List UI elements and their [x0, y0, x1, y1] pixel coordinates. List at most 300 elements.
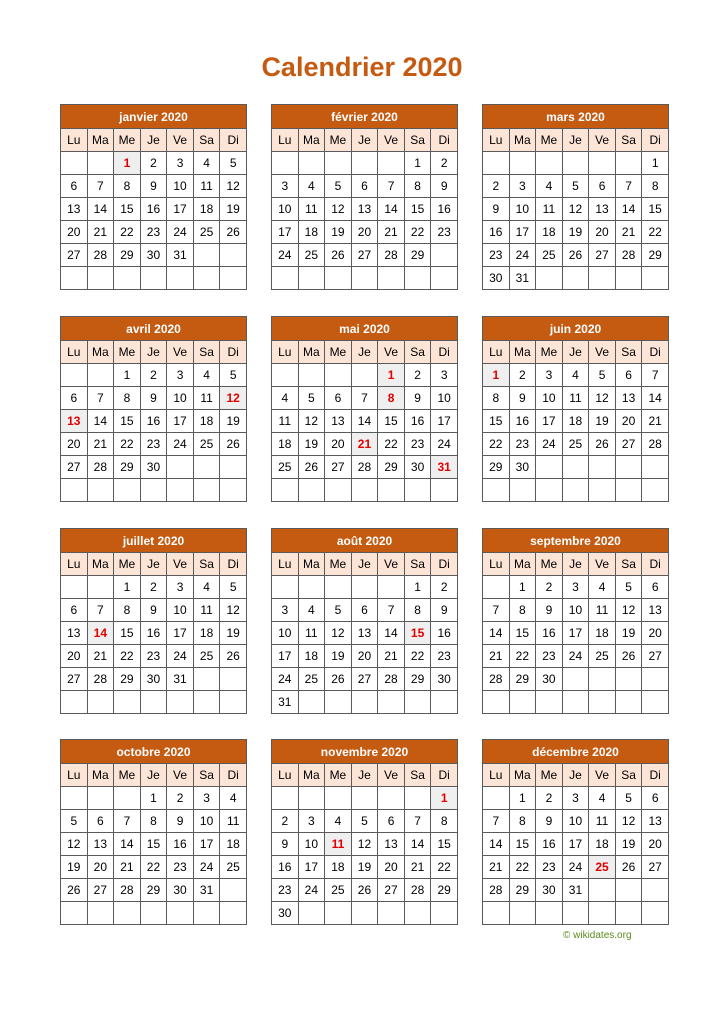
weekday-label: Je [140, 341, 167, 364]
weekday-label: Sa [193, 553, 220, 576]
day-cell: 3 [298, 810, 325, 833]
day-cell: 26 [61, 879, 88, 902]
day-cell: 15 [114, 410, 141, 433]
empty-day-cell [272, 152, 299, 175]
month-table [482, 739, 669, 925]
empty-day-cell [642, 479, 669, 502]
day-cell: 29 [431, 879, 458, 902]
empty-day-cell [483, 576, 510, 599]
day-cell: 30 [404, 456, 431, 479]
day-cell: 2 [140, 364, 167, 387]
day-cell: 16 [431, 622, 458, 645]
empty-day-cell [61, 576, 88, 599]
day-cell: 20 [642, 622, 669, 645]
day-cell: 15 [483, 410, 510, 433]
empty-day-cell [167, 456, 194, 479]
day-cell: 29 [404, 668, 431, 691]
empty-day-cell [114, 787, 141, 810]
day-cell: 6 [351, 175, 378, 198]
day-cell: 24 [167, 221, 194, 244]
day-cell: 31 [167, 244, 194, 267]
week-row [272, 152, 458, 175]
empty-day-cell [404, 902, 431, 925]
empty-day-cell [378, 691, 405, 714]
empty-day-cell [61, 267, 88, 290]
day-cell: 9 [167, 810, 194, 833]
week-row [483, 879, 669, 902]
day-cell: 6 [61, 387, 88, 410]
weekday-label: Je [351, 764, 378, 787]
weekday-label: Lu [272, 553, 299, 576]
weekday-label: Me [325, 764, 352, 787]
day-cell: 21 [404, 856, 431, 879]
day-cell: 12 [325, 198, 352, 221]
day-cell: 15 [431, 833, 458, 856]
empty-day-cell [325, 267, 352, 290]
empty-day-cell [509, 479, 536, 502]
weekday-label: Je [562, 129, 589, 152]
weekday-label: Di [220, 129, 247, 152]
day-cell: 17 [193, 833, 220, 856]
empty-day-cell [378, 902, 405, 925]
day-cell: 12 [615, 599, 642, 622]
day-cell: 13 [615, 387, 642, 410]
day-cell: 28 [87, 668, 114, 691]
day-cell: 3 [431, 364, 458, 387]
day-cell: 9 [431, 599, 458, 622]
day-cell: 3 [562, 576, 589, 599]
day-cell: 13 [642, 810, 669, 833]
empty-day-cell [615, 456, 642, 479]
empty-day-cell [615, 152, 642, 175]
weekday-label: Ve [589, 764, 616, 787]
empty-day-cell [536, 479, 563, 502]
week-row [483, 622, 669, 645]
day-cell: 17 [167, 410, 194, 433]
day-cell: 2 [272, 810, 299, 833]
week-row [61, 856, 247, 879]
empty-day-cell [220, 244, 247, 267]
empty-day-cell [61, 152, 88, 175]
weekday-label: Me [325, 341, 352, 364]
day-cell: 6 [589, 175, 616, 198]
day-cell: 14 [483, 833, 510, 856]
day-cell: 27 [351, 244, 378, 267]
day-cell: 9 [536, 599, 563, 622]
day-cell: 28 [87, 456, 114, 479]
empty-day-cell [351, 787, 378, 810]
day-cell: 3 [536, 364, 563, 387]
weekday-label: Lu [61, 341, 88, 364]
day-cell: 26 [562, 244, 589, 267]
empty-day-cell [61, 691, 88, 714]
day-cell: 16 [167, 833, 194, 856]
day-cell: 27 [642, 856, 669, 879]
weekday-label: Je [140, 553, 167, 576]
day-cell: 9 [140, 599, 167, 622]
week-row [272, 668, 458, 691]
day-cell: 24 [167, 433, 194, 456]
day-cell: 19 [298, 433, 325, 456]
week-row [61, 879, 247, 902]
weekday-label: Ma [87, 341, 114, 364]
day-cell: 14 [378, 198, 405, 221]
day-cell: 26 [298, 456, 325, 479]
empty-day-cell [87, 691, 114, 714]
month-title: avril 2020 [61, 317, 247, 341]
day-cell: 29 [114, 668, 141, 691]
day-cell: 22 [404, 221, 431, 244]
day-cell: 18 [193, 410, 220, 433]
week-row [483, 433, 669, 456]
empty-day-cell [378, 787, 405, 810]
week-row [61, 433, 247, 456]
week-row [483, 576, 669, 599]
empty-day-cell [325, 902, 352, 925]
day-cell: 25 [536, 244, 563, 267]
holiday-day-cell: 13 [61, 410, 88, 433]
day-cell: 27 [351, 668, 378, 691]
holiday-day-cell: 14 [87, 622, 114, 645]
day-cell: 11 [536, 198, 563, 221]
week-row [483, 856, 669, 879]
holiday-day-cell: 15 [404, 622, 431, 645]
weekday-label: Di [220, 553, 247, 576]
day-cell: 3 [272, 175, 299, 198]
empty-day-cell [615, 479, 642, 502]
day-cell: 23 [536, 645, 563, 668]
empty-day-cell [562, 267, 589, 290]
day-cell: 11 [220, 810, 247, 833]
empty-day-cell [167, 479, 194, 502]
empty-day-cell [431, 244, 458, 267]
day-cell: 20 [351, 645, 378, 668]
day-cell: 2 [167, 787, 194, 810]
day-cell: 23 [272, 879, 299, 902]
week-row [483, 244, 669, 267]
empty-day-cell [351, 267, 378, 290]
week-row [272, 576, 458, 599]
holiday-day-cell: 11 [325, 833, 352, 856]
day-cell: 27 [378, 879, 405, 902]
day-cell: 4 [325, 810, 352, 833]
day-cell: 27 [61, 244, 88, 267]
day-cell: 25 [562, 433, 589, 456]
day-cell: 30 [167, 879, 194, 902]
week-row [272, 364, 458, 387]
day-cell: 6 [378, 810, 405, 833]
day-cell: 28 [483, 668, 510, 691]
day-cell: 3 [167, 152, 194, 175]
empty-day-cell [562, 691, 589, 714]
weekday-label: Sa [404, 129, 431, 152]
day-cell: 18 [562, 410, 589, 433]
day-cell: 23 [140, 433, 167, 456]
week-row [272, 622, 458, 645]
empty-day-cell [87, 576, 114, 599]
day-cell: 7 [351, 387, 378, 410]
day-cell: 18 [220, 833, 247, 856]
day-cell: 28 [404, 879, 431, 902]
day-cell: 7 [378, 599, 405, 622]
day-cell: 20 [61, 221, 88, 244]
day-cell: 2 [536, 787, 563, 810]
day-cell: 10 [562, 810, 589, 833]
week-row [483, 364, 669, 387]
day-cell: 11 [298, 198, 325, 221]
week-row [483, 456, 669, 479]
month-table [271, 739, 458, 925]
day-cell: 22 [642, 221, 669, 244]
day-cell: 17 [272, 221, 299, 244]
week-row [272, 221, 458, 244]
holiday-day-cell: 1 [431, 787, 458, 810]
week-row [483, 645, 669, 668]
empty-day-cell [87, 479, 114, 502]
weekday-label: Lu [272, 341, 299, 364]
day-cell: 29 [509, 879, 536, 902]
day-cell: 21 [87, 221, 114, 244]
day-cell: 3 [193, 787, 220, 810]
empty-day-cell [351, 152, 378, 175]
day-cell: 4 [220, 787, 247, 810]
weekday-label: Ve [167, 764, 194, 787]
day-cell: 19 [220, 198, 247, 221]
week-row [272, 645, 458, 668]
day-cell: 12 [589, 387, 616, 410]
empty-day-cell [140, 902, 167, 925]
empty-day-cell [562, 902, 589, 925]
day-cell: 26 [220, 433, 247, 456]
day-cell: 14 [483, 622, 510, 645]
day-cell: 6 [61, 175, 88, 198]
day-cell: 14 [351, 410, 378, 433]
holiday-day-cell: 31 [431, 456, 458, 479]
day-cell: 16 [272, 856, 299, 879]
weekday-label: Me [114, 553, 141, 576]
weekday-label: Me [114, 764, 141, 787]
weekday-label: Ve [589, 553, 616, 576]
empty-day-cell [114, 479, 141, 502]
weekday-label: Me [325, 129, 352, 152]
empty-day-cell [589, 152, 616, 175]
day-cell: 27 [589, 244, 616, 267]
day-cell: 24 [272, 244, 299, 267]
day-cell: 19 [615, 833, 642, 856]
day-cell: 29 [378, 456, 405, 479]
day-cell: 23 [140, 221, 167, 244]
day-cell: 31 [272, 691, 299, 714]
empty-day-cell [114, 902, 141, 925]
empty-day-cell [220, 479, 247, 502]
day-cell: 8 [114, 387, 141, 410]
month-table [271, 528, 458, 714]
day-cell: 21 [87, 433, 114, 456]
weekday-label: Di [431, 341, 458, 364]
empty-day-cell [325, 479, 352, 502]
week-row [483, 787, 669, 810]
empty-day-cell [87, 364, 114, 387]
empty-day-cell [140, 691, 167, 714]
holiday-day-cell: 1 [114, 152, 141, 175]
day-cell: 3 [167, 364, 194, 387]
empty-day-cell [431, 267, 458, 290]
day-cell: 9 [404, 387, 431, 410]
day-cell: 10 [431, 387, 458, 410]
day-cell: 16 [140, 410, 167, 433]
day-cell: 5 [61, 810, 88, 833]
month-table [271, 316, 458, 502]
empty-day-cell [220, 691, 247, 714]
week-row [272, 198, 458, 221]
day-cell: 25 [325, 879, 352, 902]
week-row [272, 175, 458, 198]
month-title: mai 2020 [272, 317, 458, 341]
weekday-label: Me [114, 129, 141, 152]
week-row [483, 833, 669, 856]
week-row [61, 221, 247, 244]
week-row [483, 175, 669, 198]
weekday-label: Lu [483, 129, 510, 152]
day-cell: 15 [404, 198, 431, 221]
day-cell: 9 [431, 175, 458, 198]
day-cell: 2 [536, 576, 563, 599]
empty-day-cell [298, 267, 325, 290]
empty-day-cell [298, 902, 325, 925]
empty-day-cell [589, 668, 616, 691]
day-cell: 17 [431, 410, 458, 433]
day-cell: 20 [351, 221, 378, 244]
weekday-label: Ve [378, 341, 405, 364]
weekday-label: Di [431, 764, 458, 787]
week-row [483, 479, 669, 502]
empty-day-cell [298, 691, 325, 714]
day-cell: 30 [140, 456, 167, 479]
holiday-day-cell: 12 [220, 387, 247, 410]
day-cell: 8 [483, 387, 510, 410]
week-row [61, 668, 247, 691]
day-cell: 9 [509, 387, 536, 410]
week-row [272, 787, 458, 810]
empty-day-cell [193, 668, 220, 691]
day-cell: 22 [404, 645, 431, 668]
week-row [483, 387, 669, 410]
day-cell: 21 [483, 856, 510, 879]
month-table [271, 104, 458, 290]
empty-day-cell [589, 479, 616, 502]
day-cell: 23 [431, 221, 458, 244]
holiday-day-cell: 21 [351, 433, 378, 456]
day-cell: 1 [404, 576, 431, 599]
day-cell: 10 [272, 198, 299, 221]
weekday-label: Ma [298, 553, 325, 576]
empty-day-cell [140, 267, 167, 290]
month-title: novembre 2020 [272, 740, 458, 764]
day-cell: 24 [509, 244, 536, 267]
day-cell: 5 [589, 364, 616, 387]
weekday-label: Ve [589, 341, 616, 364]
empty-day-cell [589, 691, 616, 714]
day-cell: 23 [140, 645, 167, 668]
day-cell: 20 [378, 856, 405, 879]
week-row [483, 221, 669, 244]
empty-day-cell [562, 479, 589, 502]
empty-day-cell [351, 576, 378, 599]
month-title: décembre 2020 [483, 740, 669, 764]
empty-day-cell [536, 456, 563, 479]
day-cell: 22 [509, 645, 536, 668]
day-cell: 16 [140, 198, 167, 221]
day-cell: 2 [140, 576, 167, 599]
day-cell: 28 [114, 879, 141, 902]
weekday-label: Di [220, 341, 247, 364]
empty-day-cell [589, 267, 616, 290]
weekday-label: Lu [272, 129, 299, 152]
day-cell: 21 [114, 856, 141, 879]
day-cell: 26 [589, 433, 616, 456]
month-table [482, 316, 669, 502]
day-cell: 7 [483, 810, 510, 833]
week-row [61, 410, 247, 433]
empty-day-cell [642, 267, 669, 290]
week-row [61, 833, 247, 856]
day-cell: 14 [87, 198, 114, 221]
day-cell: 10 [562, 599, 589, 622]
day-cell: 7 [114, 810, 141, 833]
day-cell: 24 [298, 879, 325, 902]
day-cell: 11 [589, 810, 616, 833]
day-cell: 22 [114, 221, 141, 244]
weekday-label: Ma [87, 553, 114, 576]
day-cell: 9 [140, 387, 167, 410]
empty-day-cell [642, 668, 669, 691]
day-cell: 24 [431, 433, 458, 456]
day-cell: 20 [589, 221, 616, 244]
empty-day-cell [536, 902, 563, 925]
week-row [272, 479, 458, 502]
weekday-label: Lu [483, 764, 510, 787]
day-cell: 5 [562, 175, 589, 198]
empty-day-cell [536, 267, 563, 290]
holiday-day-cell: 1 [378, 364, 405, 387]
month-table [60, 739, 247, 925]
weekday-label: Sa [193, 764, 220, 787]
day-cell: 23 [483, 244, 510, 267]
day-cell: 16 [536, 622, 563, 645]
day-cell: 26 [220, 221, 247, 244]
day-cell: 25 [193, 221, 220, 244]
day-cell: 20 [615, 410, 642, 433]
week-row [483, 410, 669, 433]
empty-day-cell [615, 668, 642, 691]
day-cell: 14 [378, 622, 405, 645]
day-cell: 13 [378, 833, 405, 856]
week-row [61, 902, 247, 925]
month-title: septembre 2020 [483, 529, 669, 553]
empty-day-cell [298, 364, 325, 387]
day-cell: 28 [378, 244, 405, 267]
day-cell: 23 [431, 645, 458, 668]
week-row [483, 691, 669, 714]
week-row [61, 691, 247, 714]
day-cell: 17 [167, 198, 194, 221]
day-cell: 19 [351, 856, 378, 879]
day-cell: 31 [167, 668, 194, 691]
week-row [272, 267, 458, 290]
day-cell: 6 [61, 599, 88, 622]
day-cell: 24 [536, 433, 563, 456]
weekday-label: Je [351, 341, 378, 364]
